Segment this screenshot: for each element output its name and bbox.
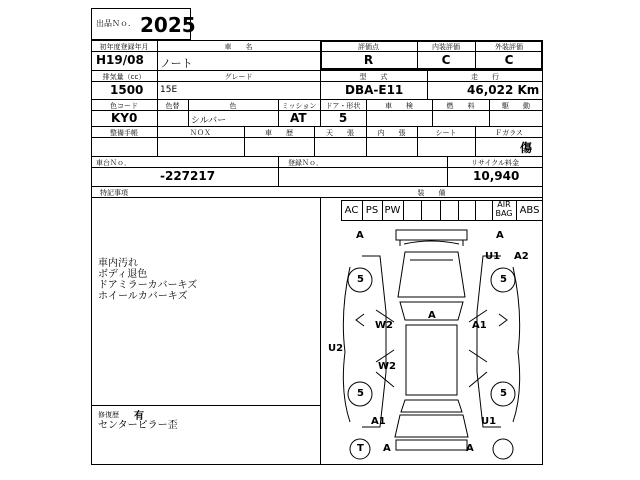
mark-front-right2: A2 (514, 251, 529, 262)
grade-value: 15E (160, 85, 178, 95)
transmission-value: AT (290, 111, 307, 125)
registration-label: 登録Ｎｏ． (288, 159, 323, 167)
equipment-ac: AC (344, 205, 359, 216)
chassis-label: 車台Ｎｏ． (96, 159, 131, 167)
mark-front-left: A (356, 230, 364, 241)
lot-number-value: 2025 (140, 13, 196, 37)
equipment-label: 装 備 (417, 189, 446, 197)
equipment-pw: PW (384, 205, 401, 216)
glass-label: Ｆガラス (495, 129, 523, 137)
equipment-airbag: AIR BAG (495, 200, 513, 218)
equipment-ps: PS (365, 205, 379, 216)
mark-rear-a-right: A (466, 443, 474, 454)
remark-line: ホイールカバーキズ (98, 291, 188, 302)
drive-label: 駆 動 (502, 102, 530, 110)
maintenance-label: 整備手帳 (110, 129, 138, 137)
fuel-label: 燃 料 (446, 102, 475, 110)
car-body-diagram (320, 222, 543, 465)
interior-label: 内装評価 (432, 43, 460, 51)
color-code-value: KY0 (111, 111, 138, 125)
mark-tyre-fl: 5 (357, 274, 364, 285)
grade-label: グレード (224, 73, 253, 81)
mark-front-right: A (496, 230, 504, 241)
mark-rear-left: A1 (371, 416, 386, 427)
mark-fr-door-u1: U1 (485, 251, 501, 262)
mark-rear-right: U1 (481, 416, 497, 427)
mileage-label: 走 行 (471, 73, 499, 81)
cc-label: 排気量（cc） (102, 73, 146, 81)
doors-value: 5 (338, 111, 348, 125)
name-value: ノート (160, 57, 193, 70)
mark-trunk-t: T (357, 443, 364, 454)
remarks-label: 特記事項 (100, 189, 128, 197)
roof-label: 天 張 (326, 129, 354, 137)
interior-value: C (441, 53, 451, 67)
inspection-label: 車 検 (385, 102, 413, 110)
score-value: R (363, 53, 374, 67)
year-label: 初年度登録年月 (99, 43, 149, 51)
year-value: H19/08 (96, 53, 144, 67)
nox-label: ＮＯＸ (190, 129, 211, 137)
color-label: 色 (229, 102, 237, 110)
recycle-value: 10,940 (473, 169, 520, 183)
transmission-label: ミッション (281, 102, 317, 110)
color-code-label: 色コード (110, 102, 138, 110)
cc-value: 1500 (110, 83, 144, 97)
equipment-abs: ABS (519, 205, 540, 216)
mark-door-left: W2 (375, 320, 393, 331)
mark-tyre-rr: 5 (500, 388, 507, 399)
exterior-value: C (504, 53, 514, 67)
remark-line: 車内汚れ (98, 258, 138, 269)
glass-value: 傷 (520, 141, 533, 155)
mark-tyre-rl: 5 (357, 388, 364, 399)
model-label: 型 式 (359, 73, 388, 81)
mark-rear-door-left: W2 (378, 361, 396, 372)
remark-line: ドアミラーカバーキズ (98, 280, 198, 291)
name-label: 車 名 (224, 43, 253, 51)
interior-trim-label: 内 張 (377, 129, 406, 137)
mileage-value: 46,022 Km (467, 83, 540, 97)
remark-line: ボディ退色 (98, 269, 148, 280)
score-label: 評価点 (358, 43, 379, 51)
repair-note: センターピラー歪 (98, 420, 178, 431)
model-value: DBA-E11 (345, 83, 404, 97)
mark-rear-a-left: A (383, 443, 391, 454)
mark-door-right: A1 (472, 320, 487, 331)
lot-number-box (91, 8, 196, 40)
color-type-label: 色替 (165, 102, 180, 110)
history-label: 車 歴 (265, 129, 293, 137)
lot-number-label: 出品Ｎｏ． (96, 19, 136, 28)
exterior-label: 外装評価 (495, 43, 523, 51)
repair-value: 有 (134, 411, 144, 422)
seat-label: シート (435, 129, 457, 137)
color-value: シルバー (191, 116, 227, 126)
recycle-label: リサイクル料金 (470, 159, 520, 167)
chassis-value: -227217 (160, 169, 216, 183)
mark-tyre-fr: 5 (500, 274, 507, 285)
mark-side-left: U2 (328, 343, 344, 354)
doors-label: ドア・形状 (325, 102, 361, 110)
mark-roof: A (428, 310, 436, 321)
repair-label: 修復歴 (98, 411, 119, 419)
